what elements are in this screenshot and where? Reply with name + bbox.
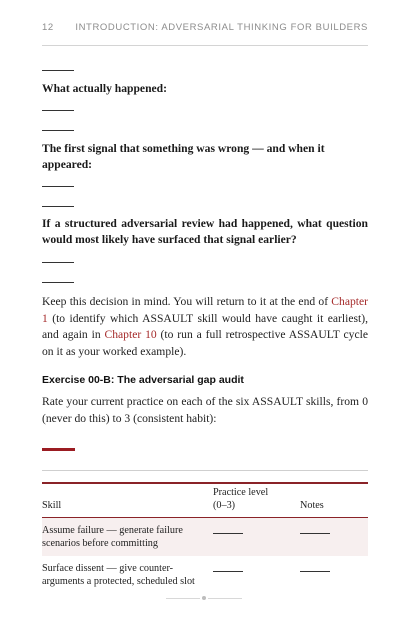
prompt-first-signal: The first signal that something was wrong — and when it appeared: [42, 142, 325, 171]
skill-cell: Surface dissent — give counter-arguments a protected, scheduled slot [42, 563, 195, 587]
answer-blank [42, 110, 74, 111]
table-row [42, 518, 368, 556]
exercise-intro: Rate your current practice on each of the six ASSAULT skills, from 0 (never do this) to 3 (consistent habit): [42, 395, 368, 425]
exercise-heading: Exercise 00-B: The adversarial gap audit [42, 374, 244, 386]
header-skill: Skill [42, 500, 62, 511]
running-title: INTRODUCTION: ADVERSARIAL THINKING FOR BUILDERS [75, 22, 368, 33]
prompt-structured-review: If a structured adversarial review had happened, what question would most likely have surfaced that signal earlier? [42, 217, 368, 246]
header-practice-level: Practice level (0–3) [213, 487, 269, 511]
accent-bar [42, 448, 75, 451]
answer-blank [42, 282, 74, 283]
answer-blank [42, 186, 74, 187]
page-number: 12 [42, 22, 54, 33]
reflection-paragraph: Keep this decision in mind. You will return to it at the end of Chapter 1 (to identify which ASSAULT skill would have caught it earliest), and again in Chapter 10 (to run a full retrospective ASSAULT cycle on it as your worked example). [42, 295, 368, 358]
divider-rule [42, 470, 368, 471]
header-rule [42, 45, 368, 46]
skills-table [42, 482, 368, 594]
prompt-what-happened: What actually happened: [42, 82, 167, 95]
page-end-ornament [166, 596, 244, 602]
answer-blank [42, 130, 74, 131]
notes-blank [300, 524, 368, 538]
table-row [42, 556, 368, 594]
practice-level-blank [213, 562, 300, 576]
notes-blank [300, 562, 368, 576]
practice-level-blank [213, 524, 300, 538]
page-body [42, 62, 368, 594]
answer-blank [42, 70, 74, 71]
header-notes: Notes [300, 500, 324, 511]
chapter-1-link[interactable]: Chapter 1 [42, 295, 368, 325]
table-header-row [42, 484, 368, 517]
chapter-10-link[interactable]: Chapter 10 [104, 328, 157, 341]
answer-blank [42, 262, 74, 263]
answer-blank [42, 206, 74, 207]
skill-cell: Assume failure — generate failure scenarios before committing [42, 525, 183, 549]
running-header [42, 22, 368, 33]
